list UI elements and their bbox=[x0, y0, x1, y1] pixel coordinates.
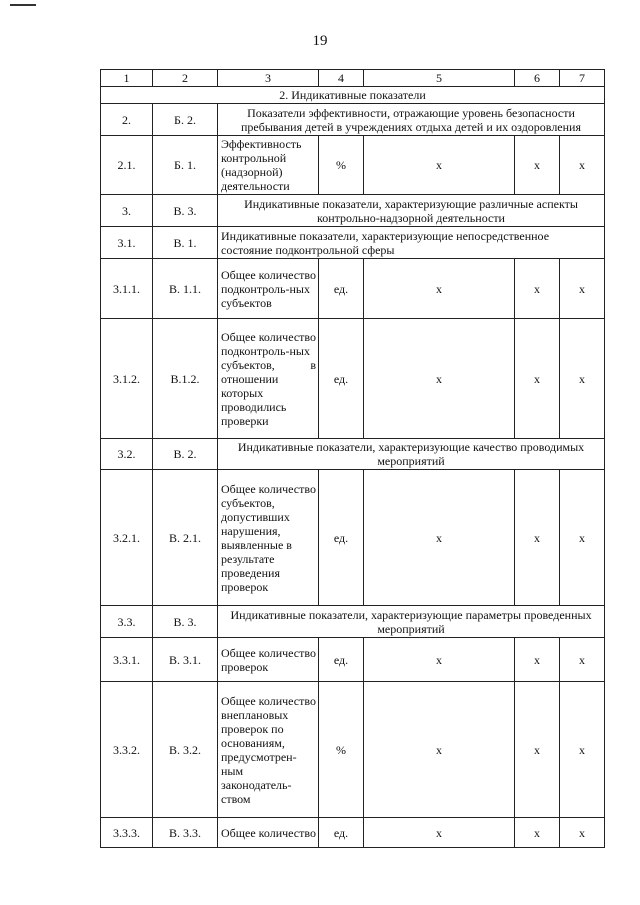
value-cell: x bbox=[515, 470, 560, 606]
value-cell: x bbox=[515, 259, 560, 319]
indicator-name: Общее количество проверок bbox=[218, 638, 319, 682]
unit: % bbox=[319, 682, 364, 818]
value-cell: x bbox=[560, 682, 605, 818]
row-number: 3. bbox=[101, 195, 153, 227]
column-number: 7 bbox=[560, 70, 605, 87]
unit: ед. bbox=[319, 818, 364, 848]
group-title: Индикативные показатели, характеризующие качество проводимых мероприятий bbox=[218, 439, 605, 470]
table-row bbox=[101, 470, 605, 606]
column-number: 1 bbox=[101, 70, 153, 87]
table-row bbox=[101, 104, 605, 136]
top-rule bbox=[10, 4, 36, 6]
value-cell: x bbox=[364, 470, 515, 606]
column-number: 4 bbox=[319, 70, 364, 87]
table-row bbox=[101, 136, 605, 195]
table-row bbox=[101, 818, 605, 848]
row-number: 3.3.2. bbox=[101, 682, 153, 818]
table-row bbox=[101, 319, 605, 439]
column-number: 6 bbox=[515, 70, 560, 87]
row-code: В. 2.1. bbox=[153, 470, 218, 606]
value-cell: x bbox=[364, 682, 515, 818]
column-numbers-row bbox=[101, 70, 605, 87]
value-cell: x bbox=[364, 136, 515, 195]
section-row bbox=[101, 87, 605, 104]
row-code: В. 1. bbox=[153, 227, 218, 259]
row-code: В. 3.2. bbox=[153, 682, 218, 818]
row-code: В. 3. bbox=[153, 606, 218, 638]
page-number: 19 bbox=[312, 33, 328, 49]
row-number: 3.1.1. bbox=[101, 259, 153, 319]
row-code: В. 3. bbox=[153, 195, 218, 227]
indicator-name: Общее количество внеплановых проверок по основаниям, предусмотрен-ным законодатель-ством bbox=[218, 682, 319, 818]
indicator-name: Общее количество подконтроль-ных субъектов, в отношении которых проводились проверки bbox=[218, 319, 319, 439]
row-code: В. 3.1. bbox=[153, 638, 218, 682]
value-cell: x bbox=[515, 818, 560, 848]
column-number: 2 bbox=[153, 70, 218, 87]
row-number: 3.2.1. bbox=[101, 470, 153, 606]
group-title: Показатели эффективности, отражающие уровень безопасности пребывания детей в учреждениях отдыха детей и их оздоровления bbox=[218, 104, 605, 136]
row-code: В. 3.3. bbox=[153, 818, 218, 848]
value-cell: x bbox=[515, 682, 560, 818]
row-code: В. 1.1. bbox=[153, 259, 218, 319]
value-cell: x bbox=[364, 259, 515, 319]
group-title: Индикативные показатели, характеризующие параметры проведенных мероприятий bbox=[218, 606, 605, 638]
row-number: 2. bbox=[101, 104, 153, 136]
value-cell: x bbox=[364, 319, 515, 439]
table-row bbox=[101, 638, 605, 682]
table-row bbox=[101, 259, 605, 319]
table-row bbox=[101, 439, 605, 470]
row-number: 3.3. bbox=[101, 606, 153, 638]
unit: ед. bbox=[319, 638, 364, 682]
value-cell: x bbox=[515, 638, 560, 682]
row-number: 3.1.2. bbox=[101, 319, 153, 439]
value-cell: x bbox=[560, 319, 605, 439]
value-cell: x bbox=[560, 259, 605, 319]
group-title: Индикативные показатели, характеризующие различные аспекты контрольно-надзорной деятельности bbox=[218, 195, 605, 227]
value-cell: x bbox=[364, 818, 515, 848]
table-row bbox=[101, 606, 605, 638]
table-row bbox=[101, 227, 605, 259]
row-number: 2.1. bbox=[101, 136, 153, 195]
indicators-table bbox=[100, 69, 605, 848]
value-cell: x bbox=[560, 818, 605, 848]
row-code: В. 2. bbox=[153, 439, 218, 470]
unit: ед. bbox=[319, 319, 364, 439]
value-cell: x bbox=[515, 136, 560, 195]
indicator-name: Общее количество bbox=[218, 818, 319, 848]
unit: ед. bbox=[319, 470, 364, 606]
value-cell: x bbox=[560, 136, 605, 195]
value-cell: x bbox=[515, 319, 560, 439]
unit: ед. bbox=[319, 259, 364, 319]
indicator-name: Общее количество субъектов, допустивших нарушения, выявленные в результате проведения проверок bbox=[218, 470, 319, 606]
unit: % bbox=[319, 136, 364, 195]
value-cell: x bbox=[364, 638, 515, 682]
table-row bbox=[101, 682, 605, 818]
section-title: 2. Индикативные показатели bbox=[101, 87, 605, 104]
group-title: Индикативные показатели, характеризующие непосредственное состояние подконтрольной сферы bbox=[218, 227, 605, 259]
column-number: 5 bbox=[364, 70, 515, 87]
indicator-name: Общее количество подконтроль-ных субъектов bbox=[218, 259, 319, 319]
value-cell: x bbox=[560, 638, 605, 682]
row-number: 3.3.1. bbox=[101, 638, 153, 682]
row-number: 3.3.3. bbox=[101, 818, 153, 848]
row-number: 3.2. bbox=[101, 439, 153, 470]
column-number: 3 bbox=[218, 70, 319, 87]
row-code: В.1.2. bbox=[153, 319, 218, 439]
value-cell: x bbox=[560, 470, 605, 606]
table-row bbox=[101, 195, 605, 227]
row-number: 3.1. bbox=[101, 227, 153, 259]
row-code: Б. 2. bbox=[153, 104, 218, 136]
indicator-name: Эффективность контрольной (надзорной) деятельности bbox=[218, 136, 319, 195]
row-code: Б. 1. bbox=[153, 136, 218, 195]
